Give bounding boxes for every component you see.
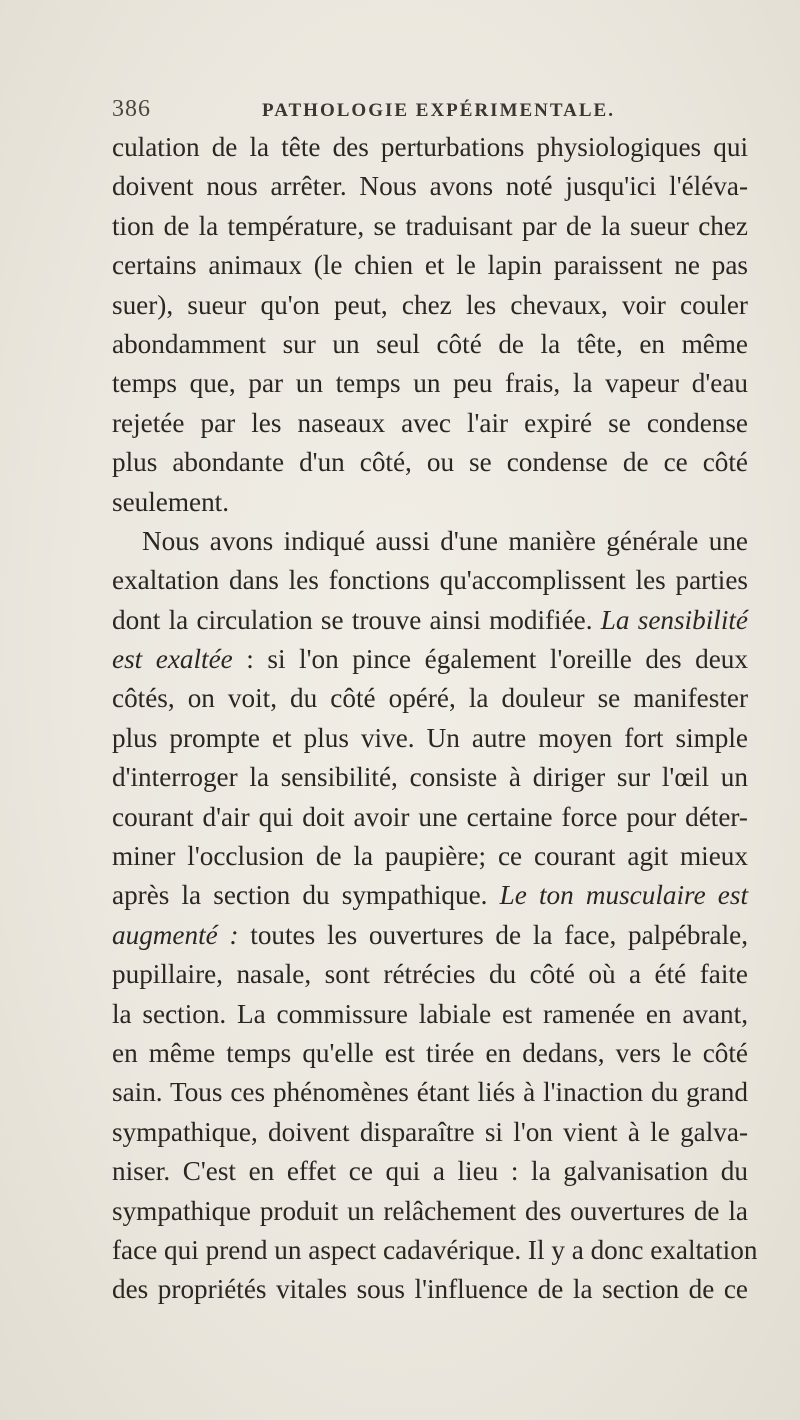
text-line: en même temps qu'elle est tirée en dedans, vers le côté <box>112 1037 748 1068</box>
text-line: face qui prend un aspect cadavérique. Il y a donc exaltation <box>112 1234 758 1265</box>
text-line: doivent nous arrêter. Nous avons noté jusqu'ici l'éléva- <box>112 171 748 202</box>
text-line: après la section du sympathique. Le ton musculaire est <box>112 880 749 911</box>
text-line: miner l'occlusion de la paupière; ce courant agit mieux <box>112 841 748 872</box>
text-line: des propriétés vitales sous l'influence de la section de ce <box>112 1274 748 1305</box>
text-line: Nous avons indiqué aussi d'une manière générale une <box>142 525 748 556</box>
body-text <box>112 128 758 1310</box>
italic-phrase: La sensibilité <box>600 604 748 635</box>
text-line: tion de la température, se traduisant par de la sueur chez <box>112 210 748 241</box>
text-line: côtés, on voit, du côté opéré, la douleur se manifester <box>112 683 748 714</box>
text-line: plus prompte et plus vive. Un autre moyen fort simple <box>112 722 748 753</box>
text-line: certains animaux (le chien et le lapin paraissent ne pas <box>112 250 748 281</box>
text-line: niser. C'est en effet ce qui a lieu : la galvanisation du <box>112 1156 748 1187</box>
page-number: 386 <box>112 96 151 122</box>
text-line: augmenté : toutes les ouvertures de la face, palpébrale, <box>112 919 748 950</box>
text-line: la section. La commissure labiale est ramenée en avant, <box>112 998 748 1029</box>
text-line: d'interroger la sensibilité, consiste à diriger sur l'œil un <box>112 762 748 793</box>
text-line: exaltation dans les fonctions qu'accomplissent les parties <box>112 565 748 596</box>
italic-phrase: Le ton musculaire est <box>499 880 749 911</box>
running-title: PATHOLOGIE EXPÉRIMENTALE. <box>262 100 615 121</box>
text-line: seulement. <box>112 486 230 517</box>
text-line: est exaltée : si l'on pince également l'oreille des deux <box>112 644 748 675</box>
text-line: pupillaire, nasale, sont rétrécies du côté où a été faite <box>112 959 748 990</box>
italic-phrase: augmenté : <box>112 919 239 950</box>
text-line: culation de la tête des perturbations physiologiques qui <box>112 132 748 162</box>
text-line: rejetée par les naseaux avec l'air expiré se condense <box>112 407 748 438</box>
italic-phrase: est exaltée <box>112 644 233 675</box>
text-line: sain. Tous ces phénomènes étant liés à l'inaction du grand <box>112 1077 748 1108</box>
page-header <box>112 96 712 126</box>
text-line: abondamment sur un seul côté de la tête, en même <box>112 328 748 359</box>
text-line: suer), sueur qu'on peut, chez les chevaux, voir couler <box>112 289 748 320</box>
text-line: plus abondante d'un côté, ou se condense de ce côté <box>112 447 748 478</box>
text-line: sympathique, doivent disparaître si l'on vient à le galva- <box>112 1116 748 1147</box>
text-line: sympathique produit un relâchement des ouvertures de la <box>112 1195 748 1226</box>
text-line: courant d'air qui doit avoir une certaine force pour déter- <box>112 801 748 832</box>
text-line: dont la circulation se trouve ainsi modifiée. La sensibilité <box>112 604 748 635</box>
text-line: temps que, par un temps un peu frais, la vapeur d'eau <box>112 368 748 399</box>
